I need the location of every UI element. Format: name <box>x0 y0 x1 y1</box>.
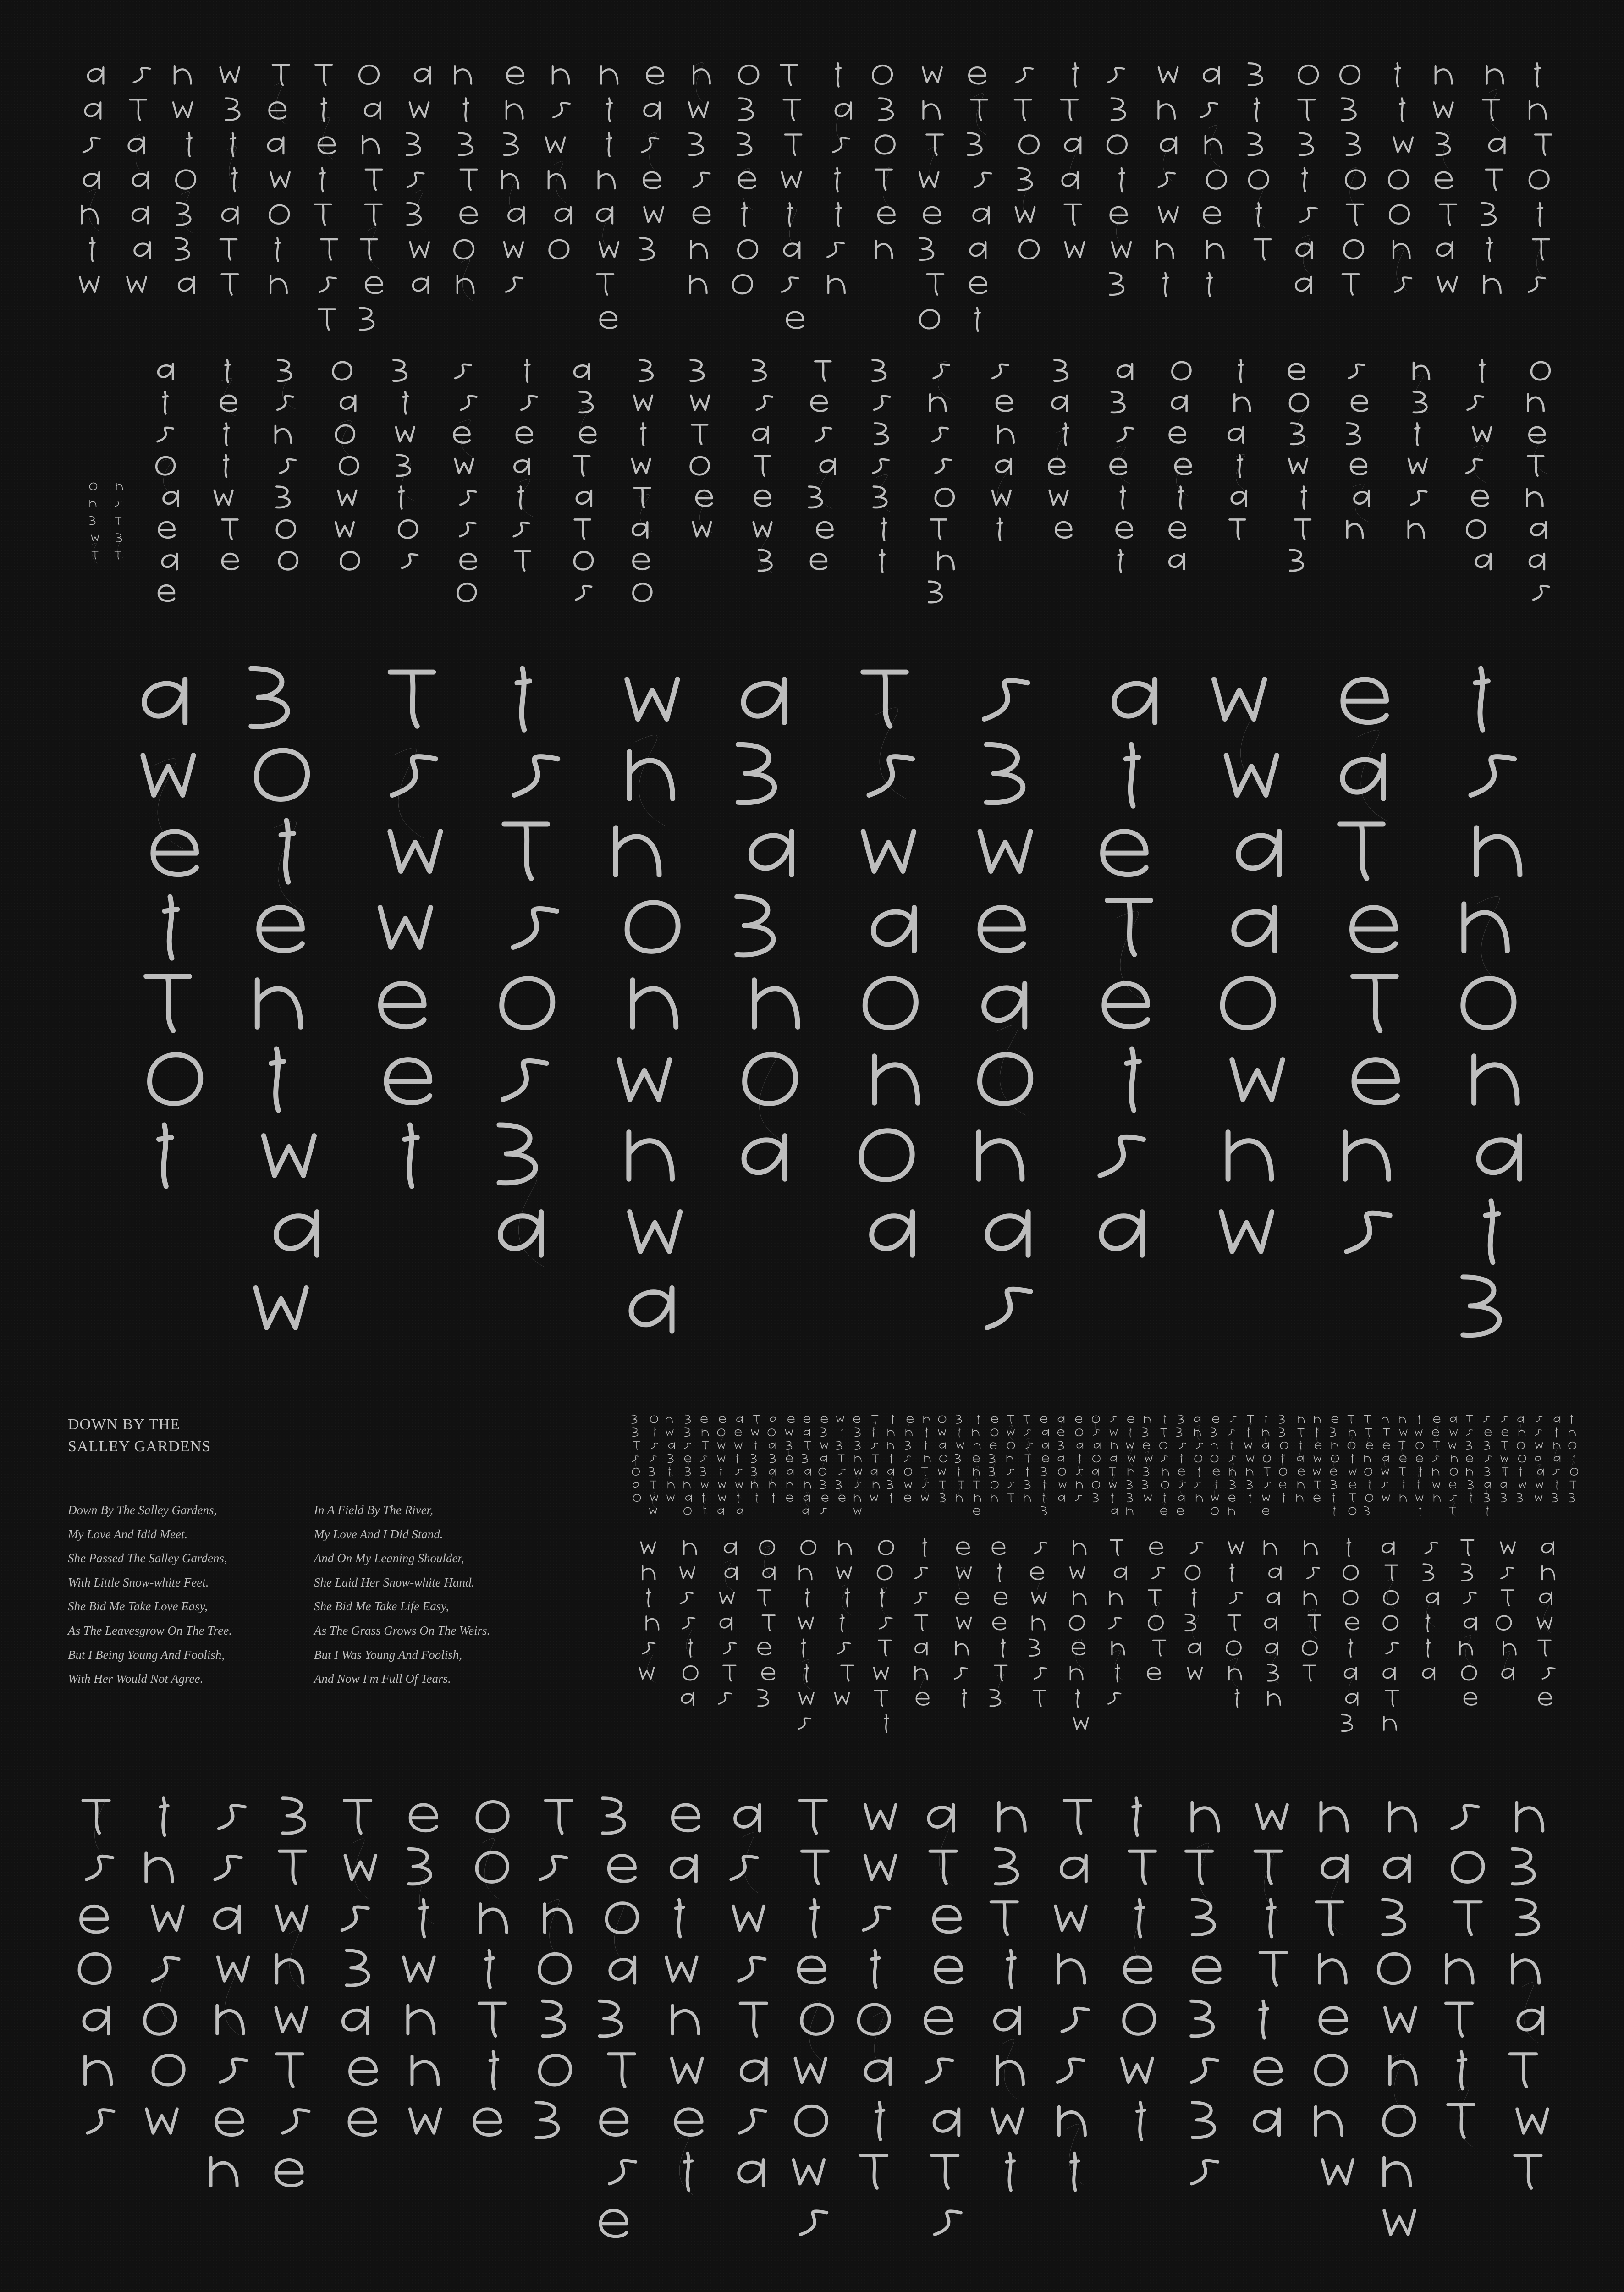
calligraphy-svg-signature <box>82 477 132 587</box>
calligraphy-stroke <box>684 1415 692 1515</box>
calligraphy-stroke <box>1342 1539 1359 1731</box>
calligraphy-hairline <box>1477 896 1508 987</box>
calligraphy-stroke <box>211 1806 248 2186</box>
calligraphy-stroke <box>1049 360 1071 537</box>
calligraphy-stroke <box>276 1798 309 2186</box>
calligraphy-hairline <box>1230 1658 1240 1688</box>
calligraphy-hairline <box>93 1799 109 1859</box>
calligraphy-stroke <box>1289 364 1310 571</box>
calligraphy-stroke <box>1409 363 1429 538</box>
calligraphy-stroke <box>632 1415 640 1502</box>
calligraphy-stroke <box>1399 1416 1407 1501</box>
calligraphy-stroke <box>938 1416 947 1502</box>
calligraphy-stroke <box>719 1542 737 1704</box>
calligraphy-stroke <box>859 1805 896 2188</box>
poem-title <box>68 1414 211 1458</box>
calligraphy-hairline <box>635 735 665 826</box>
calligraphy-stroke <box>474 1802 508 2135</box>
calligraphy-hairline <box>1435 1426 1439 1442</box>
calligraphy-stroke <box>1460 1540 1476 1705</box>
calligraphy-stroke <box>680 1541 698 1705</box>
calligraphy-stroke <box>600 1798 637 2237</box>
calligraphy-svg-bottom <box>66 1788 1561 2264</box>
calligraphy-hairline <box>1488 90 1500 132</box>
verse-column-stanza-1 <box>68 1498 232 1691</box>
verse-line: With Her Would Not Agree. <box>68 1672 204 1686</box>
calligraphy-stroke <box>404 1805 441 2133</box>
calligraphy-stroke <box>793 1801 832 2235</box>
calligraphy-block-stanza2-medium <box>138 353 1568 619</box>
calligraphy-hairline <box>1231 1463 1235 1479</box>
calligraphy-stroke <box>502 67 523 292</box>
calligraphy-stroke <box>1061 63 1084 257</box>
calligraphy-hairline <box>928 147 940 188</box>
calligraphy-hairline <box>1542 1603 1552 1633</box>
calligraphy-stroke <box>1569 1415 1578 1502</box>
calligraphy-stroke <box>268 65 290 293</box>
calligraphy-stroke <box>798 1541 816 1729</box>
calligraphy-stroke <box>921 1416 930 1501</box>
calligraphy-stroke <box>1092 1416 1100 1502</box>
calligraphy-stroke <box>639 1542 659 1679</box>
calligraphy-stroke <box>393 360 418 568</box>
calligraphy-stroke <box>1109 1416 1118 1514</box>
calligraphy-stroke <box>1446 1806 1483 2138</box>
calligraphy-hairline <box>601 211 612 253</box>
calligraphy-stroke <box>803 1416 811 1515</box>
calligraphy-stroke <box>1228 1416 1236 1514</box>
calligraphy-stroke <box>1157 67 1178 296</box>
calligraphy-stroke <box>1483 1416 1492 1515</box>
calligraphy-hairline <box>1308 1609 1318 1639</box>
calligraphy-stroke <box>145 1798 184 2133</box>
calligraphy-stroke <box>454 364 477 601</box>
calligraphy-stroke <box>1227 1542 1243 1707</box>
calligraphy-hairline <box>1129 1450 1133 1466</box>
calligraphy-stroke <box>1432 1416 1440 1501</box>
calligraphy-stroke <box>717 1416 726 1515</box>
calligraphy-stroke <box>836 1416 845 1501</box>
calligraphy-stroke <box>454 66 477 293</box>
calligraphy-stroke <box>1160 1415 1169 1515</box>
calligraphy-stroke <box>691 360 712 536</box>
calligraphy-stroke <box>666 1805 702 2190</box>
calligraphy-stroke <box>1527 362 1550 600</box>
calligraphy-stroke <box>1058 1416 1066 1501</box>
calligraphy-stroke <box>1313 1416 1321 1501</box>
calligraphy-block-bottom <box>66 1788 1561 2264</box>
calligraphy-block-mini-stanza2 <box>630 1533 1565 1744</box>
calligraphy-stroke <box>597 66 619 328</box>
calligraphy-stroke <box>1303 1541 1321 1681</box>
calligraphy-stroke <box>737 679 798 1179</box>
verse-line: But I Being Young And Foolish, <box>68 1647 225 1662</box>
calligraphy-stroke <box>735 1416 743 1515</box>
poem-title-line-2: SALLEY GARDENS <box>68 1438 211 1455</box>
calligraphy-hairline <box>1571 1459 1575 1474</box>
calligraphy-hairline <box>1002 2039 1018 2100</box>
calligraphy-hairline <box>1503 1652 1513 1681</box>
calligraphy-stroke <box>333 362 359 570</box>
calligraphy-stroke <box>1382 1416 1390 1501</box>
calligraphy-stroke <box>1340 66 1365 295</box>
calligraphy-block-large <box>105 656 1549 1371</box>
calligraphy-stroke <box>991 1802 1025 2190</box>
calligraphy-stroke <box>1348 1416 1356 1515</box>
verse-line: But I Was Young And Foolish, <box>314 1647 462 1662</box>
calligraphy-stroke <box>1297 1416 1305 1501</box>
calligraphy-stroke <box>700 1416 709 1515</box>
calligraphy-stroke <box>649 1416 658 1514</box>
calligraphy-stroke <box>1148 1542 1166 1680</box>
calligraphy-stroke <box>1264 1541 1281 1705</box>
calligraphy-stroke <box>616 679 680 1331</box>
calligraphy-stroke <box>90 483 99 559</box>
calligraphy-stroke <box>1185 1543 1203 1679</box>
calligraphy-hairline <box>1401 1440 1405 1456</box>
calligraphy-stroke <box>640 67 663 260</box>
poem-title-line-1: DOWN BY THE <box>68 1416 181 1433</box>
calligraphy-stroke <box>632 360 653 601</box>
calligraphy-stroke <box>873 360 890 572</box>
calligraphy-stroke <box>1214 679 1283 1251</box>
calligraphy-stroke <box>220 67 239 295</box>
calligraphy-stroke <box>1262 1415 1271 1515</box>
calligraphy-svg-mini-stanza2 <box>630 1533 1565 1744</box>
calligraphy-hairline <box>975 1466 980 1482</box>
calligraphy-stroke <box>80 67 103 292</box>
verse-line: My Love And Idid Meet. <box>68 1527 188 1541</box>
verse-line: In A Field By The River, <box>314 1503 433 1517</box>
calligraphy-stroke <box>1482 66 1504 293</box>
calligraphy-stroke <box>827 63 851 293</box>
calligraphy-stroke <box>1537 1542 1555 1705</box>
calligraphy-stroke <box>1143 1416 1152 1501</box>
calligraphy-hairline <box>763 1546 772 1576</box>
calligraphy-stroke <box>514 360 537 571</box>
calligraphy-signature-mark <box>82 477 132 587</box>
calligraphy-stroke <box>1296 66 1318 293</box>
calligraphy-stroke <box>733 66 758 293</box>
verse-line: Down By The Salley Gardens, <box>68 1503 217 1517</box>
calligraphy-stroke <box>1331 1416 1339 1515</box>
calligraphy-stroke <box>1122 1798 1156 2140</box>
calligraphy-stroke <box>1194 1416 1203 1501</box>
calligraphy-hairline <box>856 1476 860 1491</box>
calligraphy-stroke <box>359 66 382 330</box>
calligraphy-hairline <box>1026 1438 1030 1454</box>
calligraphy-stroke <box>1056 1801 1091 2191</box>
calligraphy-stroke <box>315 65 337 330</box>
calligraphy-stroke <box>342 1801 376 2135</box>
calligraphy-stroke <box>574 364 595 600</box>
calligraphy-stroke <box>1449 1416 1458 1515</box>
calligraphy-svg-mini-full <box>628 1412 1581 1522</box>
calligraphy-stroke <box>1466 1416 1473 1503</box>
verse-line: As The Grass Grows On The Weirs. <box>314 1623 490 1637</box>
calligraphy-hairline <box>1115 446 1130 483</box>
calligraphy-stroke <box>874 1541 893 1732</box>
calligraphy-stroke <box>925 1805 962 2234</box>
calligraphy-stroke <box>380 672 440 1186</box>
calligraphy-hairline <box>281 371 296 409</box>
calligraphy-stroke <box>1126 1416 1135 1515</box>
verse-line: As The Leavesgrow On The Tree. <box>68 1623 232 1637</box>
calligraphy-stroke <box>785 1416 794 1501</box>
calligraphy-stroke <box>1244 1416 1254 1503</box>
calligraphy-stroke <box>1466 360 1491 569</box>
calligraphy-stroke <box>1029 1543 1047 1706</box>
calligraphy-hairline <box>482 1838 499 1899</box>
calligraphy-stroke <box>753 360 772 571</box>
calligraphy-stroke <box>1186 1802 1220 2184</box>
calligraphy-stroke <box>1552 1416 1560 1502</box>
calligraphy-stroke <box>1108 1540 1126 1704</box>
calligraphy-hairline <box>992 1461 996 1477</box>
calligraphy-stroke <box>173 66 195 293</box>
calligraphy-stroke <box>768 1416 776 1502</box>
calligraphy-stroke <box>1255 1805 1288 2135</box>
verse-column-stanza-2 <box>314 1498 490 1691</box>
verse-line: And Now I'm Full Of Tears. <box>314 1672 451 1686</box>
calligraphy-stroke <box>1379 1802 1416 2234</box>
calligraphy-block-mini-full <box>628 1412 1581 1522</box>
calligraphy-stroke <box>407 67 430 293</box>
verse-line: And On My Leaning Shoulder, <box>314 1551 464 1565</box>
calligraphy-stroke <box>973 1415 981 1515</box>
calligraphy-stroke <box>1535 1416 1543 1501</box>
calligraphy-stroke <box>1434 66 1457 292</box>
calligraphy-stroke <box>79 1801 114 2133</box>
calligraphy-stroke <box>919 67 943 328</box>
calligraphy-stroke <box>989 1416 998 1501</box>
calligraphy-stroke <box>156 364 178 601</box>
calligraphy-stroke <box>853 1416 862 1514</box>
calligraphy-hairline <box>924 1478 928 1494</box>
calligraphy-stroke <box>536 1801 572 2138</box>
calligraphy-stroke <box>1497 1542 1516 1680</box>
calligraphy-stroke <box>751 1416 760 1503</box>
calligraphy-stroke <box>731 1805 766 2186</box>
calligraphy-stroke <box>1211 1416 1219 1515</box>
calligraphy-stroke <box>689 66 710 293</box>
calligraphy-hairline <box>1367 1434 1371 1449</box>
calligraphy-stroke <box>1015 68 1039 259</box>
calligraphy-hairline <box>1537 1464 1541 1480</box>
calligraphy-stroke <box>1070 1541 1088 1729</box>
calligraphy-stroke <box>666 1416 675 1501</box>
calligraphy-stroke <box>904 1416 913 1501</box>
calligraphy-stroke <box>1041 1416 1049 1515</box>
calligraphy-stroke <box>275 360 297 569</box>
calligraphy-hairline <box>881 168 893 209</box>
verse-line: She Passed The Salley Gardens, <box>68 1551 227 1565</box>
calligraphy-hairline <box>459 420 474 457</box>
calligraphy-stroke <box>1075 1416 1083 1501</box>
calligraphy-hairline <box>612 1904 628 1965</box>
calligraphy-stroke <box>1316 1802 1353 2184</box>
calligraphy-stroke <box>887 1415 894 1503</box>
calligraphy-svg-top <box>69 55 1563 348</box>
calligraphy-stroke <box>115 483 122 559</box>
calligraphy-svg-large <box>105 656 1549 1371</box>
calligraphy-hairline <box>1395 248 1406 290</box>
calligraphy-stroke <box>143 679 201 1186</box>
calligraphy-hairline <box>755 1052 786 1142</box>
calligraphy-stroke <box>1201 67 1226 296</box>
calligraphy-stroke <box>835 1541 853 1704</box>
calligraphy-hairline <box>222 1974 238 2035</box>
calligraphy-stroke <box>979 681 1030 1328</box>
calligraphy-stroke <box>1529 63 1552 292</box>
calligraphy-stroke <box>819 1416 828 1514</box>
calligraphy-stroke <box>992 364 1014 540</box>
calligraphy-stroke <box>1249 63 1271 259</box>
calligraphy-stroke <box>546 66 571 259</box>
calligraphy-stroke <box>1177 1415 1186 1515</box>
calligraphy-stroke <box>781 65 803 328</box>
verse-line: She Bid Me Take Life Easy, <box>314 1599 449 1614</box>
calligraphy-stroke <box>1228 360 1250 539</box>
calligraphy-stroke <box>1517 1416 1526 1502</box>
calligraphy-stroke <box>1007 1416 1015 1502</box>
calligraphy-stroke <box>1415 1415 1423 1515</box>
calligraphy-stroke <box>1340 679 1398 1251</box>
calligraphy-hairline <box>720 1436 724 1451</box>
calligraphy-stroke <box>758 1541 775 1706</box>
calligraphy-stroke <box>1510 1802 1547 2188</box>
calligraphy-stroke <box>873 66 895 259</box>
calligraphy-stroke <box>251 668 317 1328</box>
calligraphy-stroke <box>955 1542 971 1707</box>
calligraphy-stroke <box>809 361 835 569</box>
calligraphy-stroke <box>861 672 918 1255</box>
calligraphy-hairline <box>414 190 426 232</box>
calligraphy-stroke <box>914 1539 929 1705</box>
calligraphy-stroke <box>1389 63 1413 292</box>
calligraphy-hairline <box>841 1585 850 1614</box>
calligraphy-stroke <box>870 1416 879 1501</box>
calligraphy-stroke <box>127 68 150 292</box>
calligraphy-stroke <box>1463 668 1520 1335</box>
calligraphy-stroke <box>1111 364 1133 572</box>
calligraphy-stroke <box>968 67 991 331</box>
verse-line: She Laid Her Snow-white Hand. <box>314 1575 475 1589</box>
calligraphy-stroke <box>1100 679 1155 1255</box>
calligraphy-hairline <box>1115 207 1127 249</box>
calligraphy-hairline <box>1208 125 1220 167</box>
calligraphy-stroke <box>1107 68 1131 295</box>
calligraphy-stroke <box>1423 1543 1438 1680</box>
calligraphy-block-top <box>69 55 1563 348</box>
calligraphy-stroke <box>215 360 238 569</box>
calligraphy-stroke <box>990 1542 1007 1706</box>
calligraphy-hairline <box>352 1839 369 1899</box>
verse-line: My Love And I Did Stand. <box>314 1527 443 1541</box>
calligraphy-stroke <box>1382 1542 1398 1730</box>
calligraphy-stroke <box>955 1415 964 1502</box>
calligraphy-stroke <box>1364 1416 1373 1515</box>
calligraphy-hairline <box>1113 1650 1123 1680</box>
calligraphy-stroke <box>1024 1416 1032 1501</box>
verse-line: With Little Snow-white Feet. <box>68 1575 209 1589</box>
calligraphy-stroke <box>499 668 558 1255</box>
calligraphy-hairline <box>1413 375 1428 413</box>
verse-line: She Bid Me Take Love Easy, <box>68 1599 208 1614</box>
calligraphy-stroke <box>1347 364 1369 538</box>
calligraphy-hairline <box>677 2135 694 2195</box>
calligraphy-hairline <box>936 361 951 399</box>
calligraphy-stroke <box>929 364 954 602</box>
calligraphy-stroke <box>1501 1416 1508 1502</box>
calligraphy-svg-stanza2-medium <box>138 353 1568 619</box>
calligraphy-stroke <box>1169 362 1191 569</box>
